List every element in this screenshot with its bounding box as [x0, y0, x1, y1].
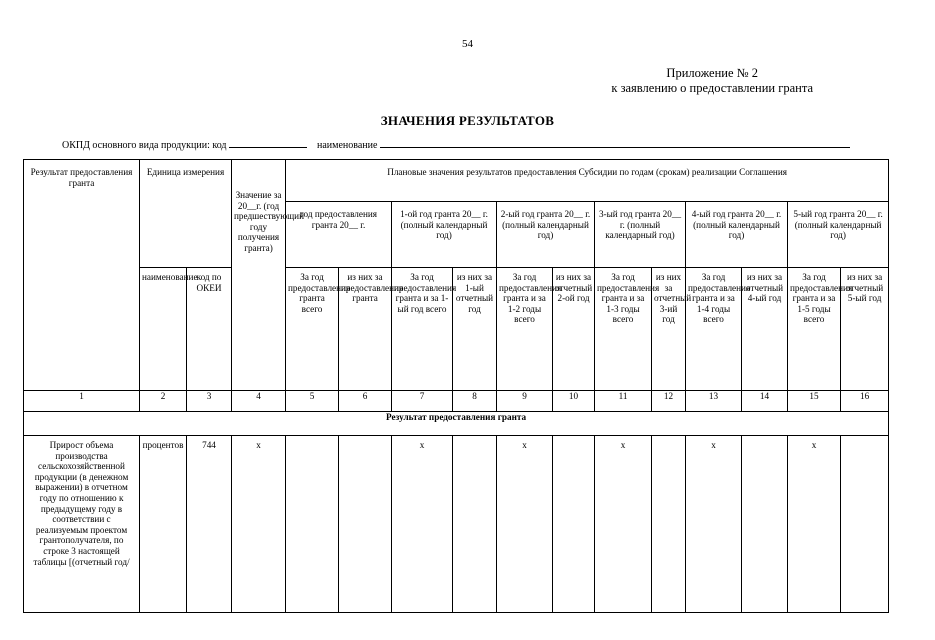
col-number: 5: [286, 391, 339, 412]
row-year1-part: [453, 436, 497, 613]
row-year2-part: [553, 436, 595, 613]
okpd-code-blank: [229, 139, 307, 148]
header-sub-8: из них за отчетный 3-ий год: [652, 268, 686, 391]
header-sub-2: из них за предоставления гранта: [339, 268, 392, 391]
row-year4-total: x: [686, 436, 742, 613]
okpd-code-label: ОКПД основного вида продукции: код: [62, 140, 227, 151]
col-number: 1: [24, 391, 140, 412]
header-sub-6: из них за отчетный 2-ой год: [553, 268, 595, 391]
table-row: [24, 436, 889, 613]
annex-line-2: к заявлению о предоставлении гранта: [611, 81, 813, 95]
row-unit-code: 744: [187, 436, 232, 613]
row-year5-part: [841, 436, 889, 613]
header-sub-9: За год предоставления гранта и за 1-4 годы всего: [686, 268, 742, 391]
column-number-row: [24, 391, 889, 412]
row-year0-total: [286, 436, 339, 613]
row-year2-total: x: [497, 436, 553, 613]
col-number: 9: [497, 391, 553, 412]
col-number: 4: [232, 391, 286, 412]
header-year-5: 5-ый год гранта 20__ г. (полный календарный год): [788, 202, 889, 268]
row-year3-total: x: [595, 436, 652, 613]
header-sub-5: За год предоставления гранта и за 1-2 годы всего: [497, 268, 553, 391]
row-unit-name: процентов: [140, 436, 187, 613]
header-year-0: год предоставления гранта 20__ г.: [286, 202, 392, 268]
header-sub-12: из них за отчетный 5-ый год: [841, 268, 889, 391]
header-year-1: 1-ой год гранта 20__ г. (полный календарный год): [392, 202, 497, 268]
col-number: 10: [553, 391, 595, 412]
header-planned: Плановые значения результатов предоставления Субсидии по годам (срокам) реализации Соглашения: [286, 160, 889, 202]
document-title: ЗНАЧЕНИЯ РЕЗУЛЬТАТОВ: [380, 113, 555, 128]
col-number: 2: [140, 391, 187, 412]
row-year1-total: x: [392, 436, 453, 613]
header-value: Значение за 20__г. (год предшествующий году получения гранта): [232, 160, 286, 391]
col-number: 14: [742, 391, 788, 412]
row-year5-total: x: [788, 436, 841, 613]
header-sub-7: За год предоставления гранта и за 1-3 годы всего: [595, 268, 652, 391]
header-unit-code: код по ОКЕИ: [187, 268, 232, 391]
annex-line-1: Приложение № 2: [666, 66, 758, 80]
col-number: 13: [686, 391, 742, 412]
okpd-name-label: наименование: [317, 140, 378, 151]
header-year-2: 2-ый год гранта 20__ г. (полный календарный год): [497, 202, 595, 268]
col-number: 3: [187, 391, 232, 412]
row-year4-part: [742, 436, 788, 613]
row-prior-value: x: [232, 436, 286, 613]
col-number: 8: [453, 391, 497, 412]
results-table: [23, 159, 889, 613]
okpd-line: [62, 139, 850, 151]
header-sub-3: За год предоставления гранта и за 1-ый год всего: [392, 268, 453, 391]
header-sub-11: За год предоставления гранта и за 1-5 годы всего: [788, 268, 841, 391]
col-number: 6: [339, 391, 392, 412]
header-unit: Единица измерения: [140, 160, 232, 268]
header-year-4: 4-ый год гранта 20__ г. (полный календарный год): [686, 202, 788, 268]
col-number: 11: [595, 391, 652, 412]
header-sub-1: За год предоставления гранта всего: [286, 268, 339, 391]
section-heading: Результат предоставления гранта: [24, 412, 889, 436]
col-number: 7: [392, 391, 453, 412]
header-year-3: 3-ый год гранта 20__ г. (полный календарный год): [595, 202, 686, 268]
annex-heading: [611, 66, 813, 96]
header-result: Результат предоставления гранта: [24, 160, 140, 391]
col-number: 16: [841, 391, 889, 412]
header-sub-10: из них за отчетный 4-ый год: [742, 268, 788, 391]
page-number: 54: [462, 38, 473, 50]
row-year0-part: [339, 436, 392, 613]
header-sub-4: из них за 1-ый отчетный год: [453, 268, 497, 391]
row-year3-part: [652, 436, 686, 613]
header-unit-name: наименование: [140, 268, 187, 391]
okpd-name-blank: [380, 139, 850, 148]
col-number: 12: [652, 391, 686, 412]
col-number: 15: [788, 391, 841, 412]
row-result-name: Прирост объема производства сельскохозяйственной продукции (в денежном выражении) в отчетном году по отношению к предыдущему году в соответствии с реализуемым проектом грантополучателя, по строке 3 настоящей таблицы [(отчетный год/: [24, 436, 140, 613]
